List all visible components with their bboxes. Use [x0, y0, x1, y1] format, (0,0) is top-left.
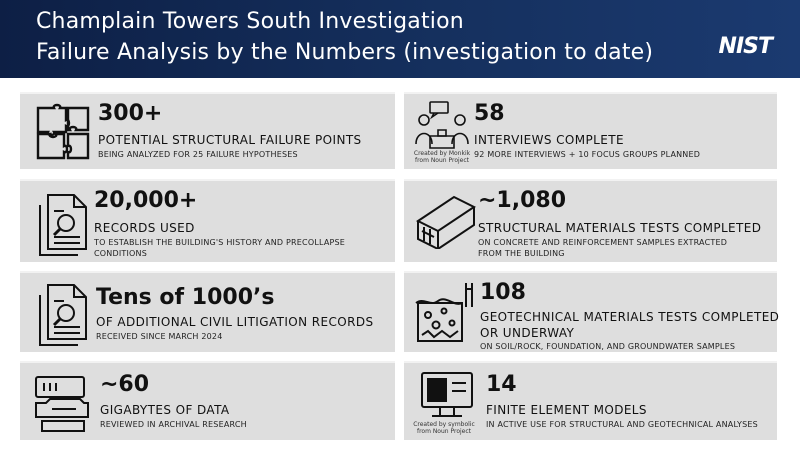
stat-number: 20,000+: [94, 188, 198, 213]
stat-subtext: TO ESTABLISH THE BUILDING'S HISTORY AND PRECOLLAPSE CONDITIONS: [94, 238, 346, 258]
stat-card-failure-points: [20, 92, 395, 169]
icon-credit: Created by symbolic from Noun Project: [413, 421, 475, 435]
title-line-1: Champlain Towers South Investigation: [36, 9, 464, 34]
stat-number: 14: [486, 372, 517, 397]
stat-subtext: BEING ANALYZED FOR 25 FAILURE HYPOTHESES: [98, 150, 298, 159]
stat-card-records: [20, 179, 395, 262]
stat-label: OF ADDITIONAL CIVIL LITIGATION RECORDS: [96, 315, 374, 329]
stat-label: STRUCTURAL MATERIALS TESTS COMPLETED: [478, 221, 762, 235]
stat-number: ~1,080: [478, 188, 567, 213]
document-search-icon: [34, 283, 92, 347]
stat-label: POTENTIAL STRUCTURAL FAILURE POINTS: [98, 133, 362, 147]
stat-card-data: [20, 361, 395, 440]
stat-label: RECORDS USED: [94, 221, 195, 235]
stat-number: ~60: [100, 372, 150, 397]
stat-label: INTERVIEWS COMPLETE: [474, 133, 624, 147]
stat-card-geotechnical-tests: [404, 271, 780, 352]
document-search-icon: [34, 193, 92, 257]
stat-subtext: ON SOIL/ROCK, FOUNDATION, AND GROUNDWATER SAMPLES: [480, 342, 736, 351]
stat-card-fe-models: [404, 361, 777, 440]
stat-number: 58: [474, 101, 505, 126]
stat-subtext: 92 MORE INTERVIEWS + 10 FOCUS GROUPS PLANNED: [474, 150, 701, 159]
stat-subtext: REVIEWED IN ARCHIVAL RESEARCH: [100, 420, 247, 429]
stat-subtext: IN ACTIVE USE FOR STRUCTURAL AND GEOTECHNICAL ANALYSES: [486, 420, 758, 429]
stat-subtext: ON CONCRETE AND REINFORCEMENT SAMPLES EXTRACTED FROM THE BUILDING: [478, 238, 728, 258]
stat-subtext: RECEIVED SINCE MARCH 2024: [96, 332, 223, 341]
stat-number: 108: [480, 280, 526, 305]
interview-icon: [412, 100, 472, 150]
soil-sample-icon: [414, 281, 478, 345]
header-banner: [0, 0, 800, 78]
stat-label: FINITE ELEMENT MODELS: [486, 403, 647, 417]
stat-card-litigation-records: [20, 271, 395, 352]
beam-icon: [414, 191, 478, 249]
stat-card-structural-tests: [404, 179, 777, 262]
computer-icon: [418, 369, 476, 419]
stat-card-interviews: [404, 92, 777, 169]
stat-number: 300+: [98, 101, 163, 126]
stat-label: GEOTECHNICAL MATERIALS TESTS COMPLETED: [480, 310, 780, 324]
icon-credit: Created by Monkik from Noun Project: [413, 150, 471, 164]
nist-logo: NIST: [718, 34, 772, 59]
title-line-2: Failure Analysis by the Numbers (investigation to date): [36, 40, 654, 65]
hard-drive-icon: [32, 373, 96, 433]
stat-label: GIGABYTES OF DATA: [100, 403, 230, 417]
puzzle-icon: [32, 102, 94, 162]
stat-label-line-2: OR UNDERWAY: [480, 326, 575, 340]
stat-number: Tens of 1000’s: [96, 285, 275, 310]
